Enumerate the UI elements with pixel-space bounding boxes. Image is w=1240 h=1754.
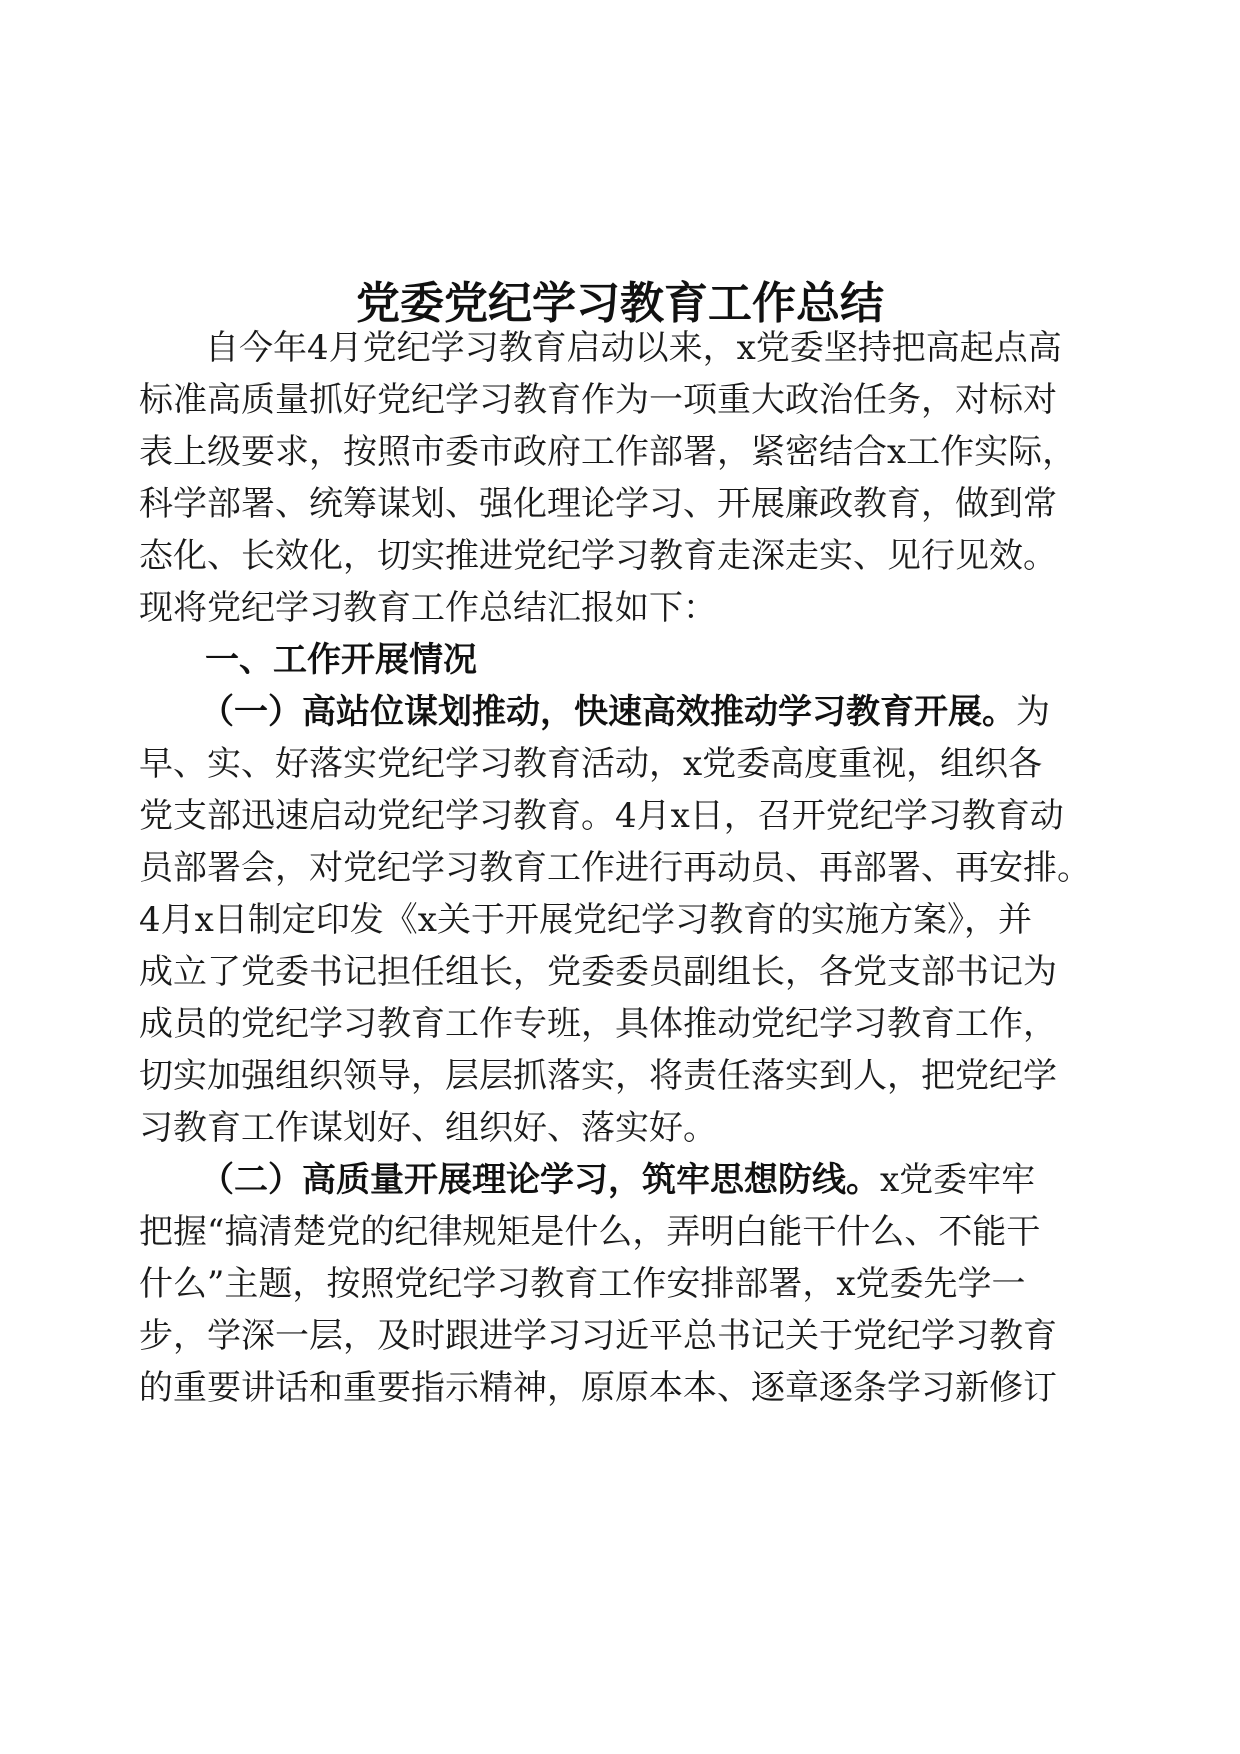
- body-line: [0, 734, 1240, 794]
- intro-line: [0, 318, 1240, 378]
- section-heading-text: 一、工作开展情况: [205, 640, 477, 680]
- body-line-text: 习教育工作谋划好、组织好、落实好。: [139, 1108, 717, 1148]
- body-line-text: 步，学深一层，及时跟进学习习近平总书记关于党纪学习教育: [139, 1316, 1057, 1356]
- body-line: [0, 890, 1240, 950]
- intro-line-text: 科学部署、统筹谋划、强化理论学习、开展廉政教育，做到常: [139, 484, 1057, 524]
- intro-line-text: 标准高质量抓好党纪学习教育作为一项重大政治任务，对标对: [139, 380, 1057, 420]
- intro-line: [0, 422, 1240, 482]
- intro-line-text: 现将党纪学习教育工作总结汇报如下：: [139, 588, 717, 628]
- subsection-lead-tail: 为: [1016, 692, 1050, 732]
- intro-line: [0, 370, 1240, 430]
- document-title: 党委党纪学习教育工作总结: [356, 278, 884, 329]
- intro-line: [0, 474, 1240, 534]
- section-heading: [0, 630, 1240, 690]
- subsection-lead-line: [0, 1150, 1240, 1210]
- body-line-text: 4月x日制定印发《x关于开展党纪学习教育的实施方案》，并: [139, 900, 1032, 940]
- subsection-heading: （一）高站位谋划推动，快速高效推动学习教育开展。: [200, 692, 1016, 732]
- subsection-heading: （二）高质量开展理论学习，筑牢思想防线。: [200, 1160, 880, 1200]
- subsection-lead-line: [0, 682, 1240, 742]
- body-line-text: 什么”主题，按照党纪学习教育工作安排部署，x党委先学一: [139, 1264, 1026, 1304]
- body-line: [0, 786, 1240, 846]
- body-line-text: 员部署会，对党纪学习教育工作进行再动员、再部署、再安排。: [139, 848, 1091, 888]
- body-line: [0, 838, 1240, 898]
- intro-line: [0, 578, 1240, 638]
- subsection-lead-tail: x党委牢牢: [880, 1160, 1036, 1200]
- body-line-text: 党支部迅速启动党纪学习教育。4月x日，召开党纪学习教育动: [139, 796, 1064, 836]
- body-line: [0, 994, 1240, 1054]
- body-line: [0, 1202, 1240, 1262]
- body-line-text: 把握“搞清楚党的纪律规矩是什么，弄明白能干什么、不能干: [139, 1212, 1041, 1252]
- body-line: [0, 942, 1240, 1002]
- intro-line-text: 态化、长效化，切实推进党纪学习教育走深走实、见行见效。: [139, 536, 1057, 576]
- body-line: [0, 1046, 1240, 1106]
- body-line-text: 的重要讲话和重要指示精神，原原本本、逐章逐条学习新修订: [139, 1368, 1057, 1408]
- body-line: [0, 1254, 1240, 1314]
- body-line: [0, 1358, 1240, 1418]
- intro-line: [0, 526, 1240, 586]
- body-line-text: 成立了党委书记担任组长，党委委员副组长，各党支部书记为: [139, 952, 1057, 992]
- body-line-text: 早、实、好落实党纪学习教育活动，x党委高度重视，组织各: [139, 744, 1043, 784]
- intro-line-text: 自今年4月党纪学习教育启动以来，x党委坚持把高起点高: [205, 328, 1062, 368]
- body-line-text: 切实加强组织领导，层层抓落实，将责任落实到人，把党纪学: [139, 1056, 1057, 1096]
- body-line: [0, 1306, 1240, 1366]
- body-line: [0, 1098, 1240, 1158]
- intro-line-text: 表上级要求，按照市委市政府工作部署，紧密结合x工作实际，: [139, 432, 1077, 472]
- body-line-text: 成员的党纪学习教育工作专班，具体推动党纪学习教育工作，: [139, 1004, 1057, 1044]
